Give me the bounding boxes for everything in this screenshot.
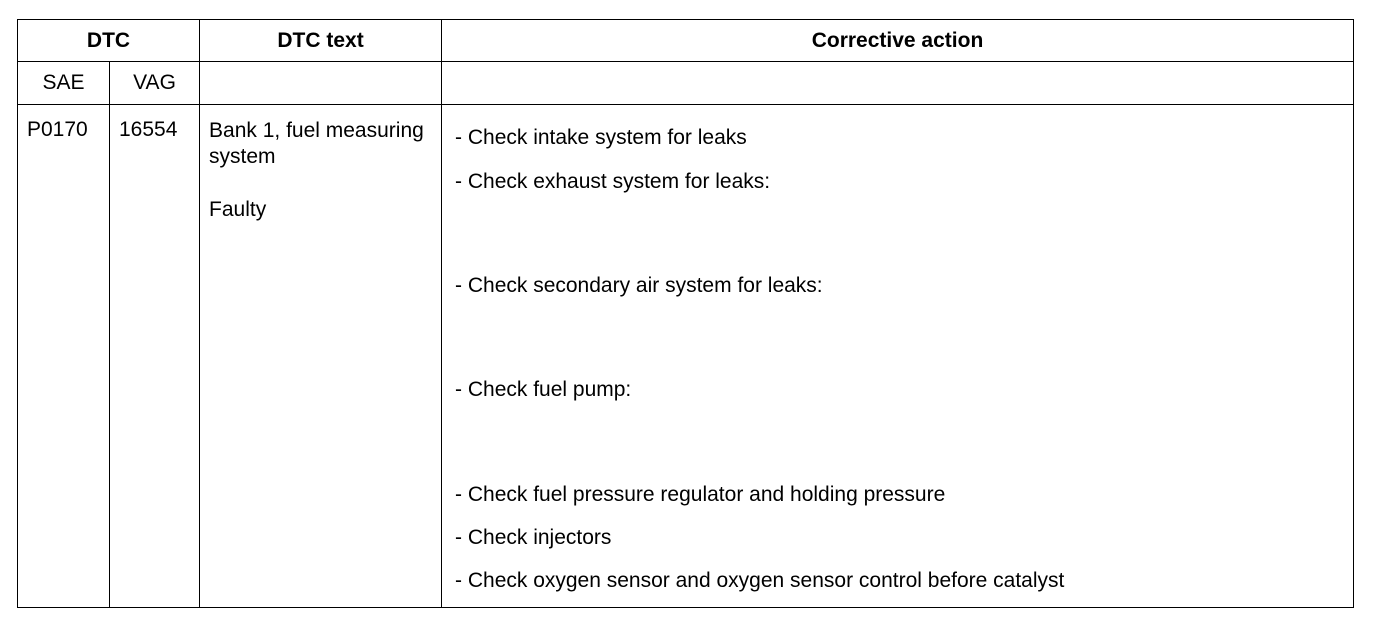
dtc-table xyxy=(17,19,1354,608)
action-item: - Check intake system for leaks xyxy=(455,126,747,149)
corrective-action-header: Corrective action xyxy=(442,20,1354,62)
action-item: - Check fuel pump: xyxy=(455,378,632,401)
action-item: - Check oxygen sensor and oxygen sensor control before catalyst xyxy=(455,569,1065,592)
action-item: - Check exhaust system for leaks: xyxy=(455,170,771,193)
action-item: - Check injectors xyxy=(455,526,612,549)
header-row xyxy=(18,20,1354,62)
action-item: - Check fuel pressure regulator and holding pressure xyxy=(455,483,946,506)
corrective-action-subheader-empty xyxy=(442,62,1354,105)
vag-header: VAG xyxy=(110,62,200,105)
sae-code-cell xyxy=(18,105,110,608)
vag-code: 16554 xyxy=(119,118,178,141)
corrective-action-cell xyxy=(442,105,1354,608)
sae-code: P0170 xyxy=(27,118,88,141)
action-item: - Check secondary air system for leaks: xyxy=(455,274,823,297)
dtc-text-cell xyxy=(200,105,442,608)
sae-header: SAE xyxy=(18,62,110,105)
dtc-header: DTC xyxy=(18,20,200,62)
dtc-description: Bank 1, fuel measuring system xyxy=(209,119,424,168)
table-row xyxy=(18,105,1354,608)
vag-code-cell xyxy=(110,105,200,608)
dtc-text-subheader-empty xyxy=(200,62,442,105)
dtc-status: Faulty xyxy=(209,198,267,221)
dtc-text-header: DTC text xyxy=(200,20,442,62)
subheader-row xyxy=(18,62,1354,105)
